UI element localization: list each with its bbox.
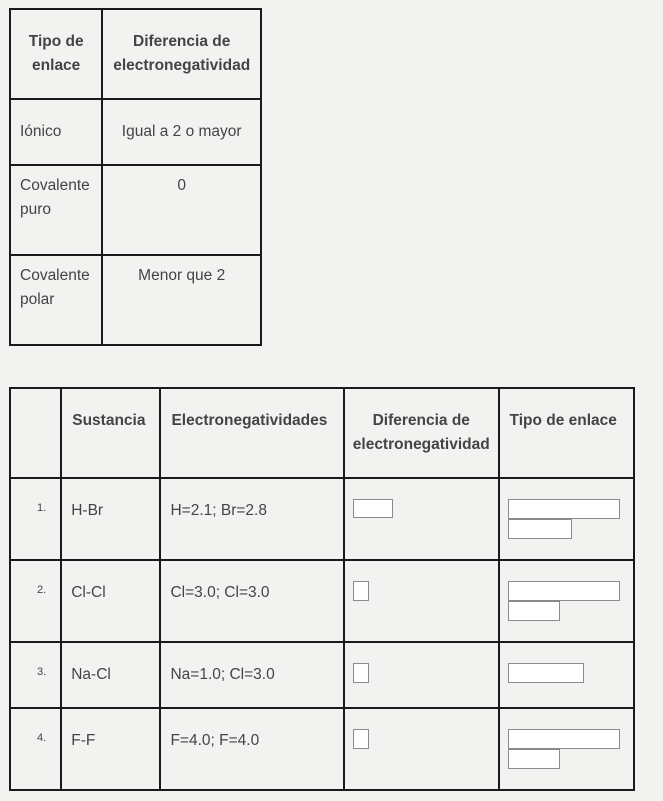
table-row <box>10 708 634 790</box>
header-difference: Diferencia de electronegatividad <box>344 388 499 478</box>
difference-input-cell <box>344 642 499 708</box>
difference-input[interactable] <box>353 663 369 683</box>
reference-header-row <box>10 9 261 99</box>
header-electronegativities: Electronegatividades <box>160 388 344 478</box>
table-row <box>10 560 634 642</box>
electronegativities-cell: F=4.0; F=4.0 <box>160 708 344 790</box>
bond-type-input[interactable] <box>508 581 620 601</box>
bond-type-cell: Iónico <box>10 99 102 165</box>
header-bond-type: Tipo de enlace <box>499 388 634 478</box>
bond-type-input[interactable] <box>508 499 620 519</box>
row-number: 4. <box>10 708 61 790</box>
reference-row <box>10 255 261 345</box>
bond-type-input[interactable] <box>508 663 584 683</box>
substance-cell: H-Br <box>61 478 160 560</box>
table-row <box>10 642 634 708</box>
row-number: 1. <box>10 478 61 560</box>
bond-type-reference-table <box>9 8 262 346</box>
difference-cell: Igual a 2 o mayor <box>102 99 261 165</box>
header-number <box>10 388 61 478</box>
electronegativities-cell: H=2.1; Br=2.8 <box>160 478 344 560</box>
difference-cell: 0 <box>102 165 261 255</box>
bond-type-cell: Covalente puro <box>10 165 102 255</box>
header-electronegativity-difference: Diferencia de electronegatividad <box>102 9 261 99</box>
header-substance: Sustancia <box>61 388 160 478</box>
bond-type-input-cell <box>499 642 634 708</box>
table-row <box>10 478 634 560</box>
substance-cell: Na-Cl <box>61 642 160 708</box>
reference-row <box>10 165 261 255</box>
bond-type-input[interactable] <box>508 729 620 749</box>
bond-type-input-cell <box>499 560 634 642</box>
bond-type-input-extra[interactable] <box>508 519 572 539</box>
reference-row <box>10 99 261 165</box>
electronegativities-cell: Cl=3.0; Cl=3.0 <box>160 560 344 642</box>
row-number: 2. <box>10 560 61 642</box>
difference-input-cell <box>344 478 499 560</box>
bond-type-input-cell <box>499 478 634 560</box>
difference-input-cell <box>344 560 499 642</box>
bond-type-input-cell <box>499 708 634 790</box>
difference-cell: Menor que 2 <box>102 255 261 345</box>
difference-input[interactable] <box>353 499 393 518</box>
exercise-table <box>9 387 635 791</box>
bond-type-input-extra[interactable] <box>508 749 560 769</box>
difference-input-cell <box>344 708 499 790</box>
substance-cell: F-F <box>61 708 160 790</box>
header-bond-type: Tipo de enlace <box>10 9 102 99</box>
difference-input[interactable] <box>353 729 369 749</box>
bond-type-input-extra[interactable] <box>508 601 560 621</box>
substance-cell: Cl-Cl <box>61 560 160 642</box>
electronegativities-cell: Na=1.0; Cl=3.0 <box>160 642 344 708</box>
exercise-header-row <box>10 388 634 478</box>
bond-type-cell: Covalente polar <box>10 255 102 345</box>
row-number: 3. <box>10 642 61 708</box>
difference-input[interactable] <box>353 581 369 601</box>
